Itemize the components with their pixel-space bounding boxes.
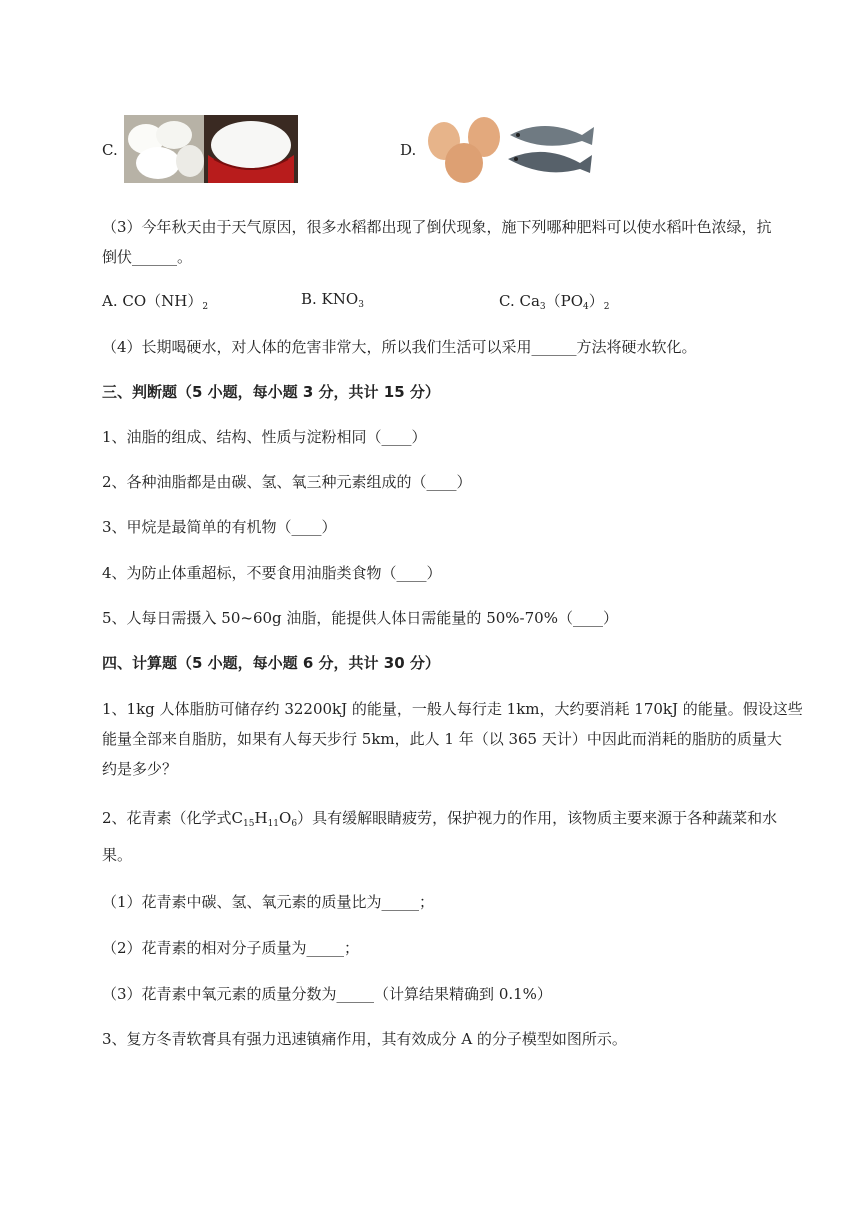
option-d-label: D. xyxy=(400,141,417,159)
q3-text-line2: 倒伏______。 xyxy=(102,248,193,266)
calc-q1-line1: 1、1kg 人体脂肪可储存约 32200kJ 的能量，一般人每行走 1km，大约要消耗 170kJ 的能量。假设这些 xyxy=(102,700,803,718)
eggs-image xyxy=(422,113,504,185)
calc-q2-line2: 果。 xyxy=(102,846,133,864)
calc-q1-line2: 能量全部来自脂肪，如果有人每天步行 5km，此人 1 年（以 365 天计）中因此而消耗的脂肪的质量大 xyxy=(102,730,782,748)
section4-title: 四、计算题（5 小题，每小题 6 分，共计 30 分） xyxy=(102,654,440,672)
calc-q2-sub2: （2）花青素的相对分子质量为_____； xyxy=(102,939,360,957)
section3-title: 三、判断题（5 小题，每小题 3 分，共计 15 分） xyxy=(102,383,440,401)
q3-option-c: C. $Ca_3(PO_4)_2$ xyxy=(499,292,610,312)
fish-image xyxy=(504,115,596,183)
option-c-label: C. xyxy=(102,141,118,159)
calc-q2-sub3: （3）花青素中氧元素的质量分数为_____（计算结果精确到 0.1%） xyxy=(102,985,552,1003)
steamed-bun-image xyxy=(124,115,204,183)
q3-option-a: A. $CO(NH)_2$ xyxy=(102,292,209,312)
q4-text: （4）长期喝硬水，对人体的危害非常大，所以我们生活可以采用______方法将硬水软化。 xyxy=(102,338,697,356)
list-item: 1、油脂的组成、结构、性质与淀粉相同（____） xyxy=(102,428,427,446)
rice-bowl-image xyxy=(204,115,298,183)
list-item: 3、甲烷是最简单的有机物（____） xyxy=(102,518,337,536)
calc-q2-sub1: （1）花青素中碳、氢、氧元素的质量比为_____； xyxy=(102,893,435,911)
calc-q3-text: 3、复方冬青软膏具有强力迅速镇痛作用，其有效成分 A 的分子模型如图所示。 xyxy=(102,1030,627,1048)
q3-option-b: B. $KNO_3$ xyxy=(301,290,364,310)
calc-q2-line1: 2、花青素（化学式$C_{15}H_{11}O_6$）具有缓解眼睛疲劳，保护视力的作用，该物质主要来源于各种蔬菜和水 xyxy=(102,809,778,829)
list-item: 2、各种油脂都是由碳、氢、氧三种元素组成的（____） xyxy=(102,473,472,491)
list-item: 4、为防止体重超标，不要食用油脂类食物（____） xyxy=(102,564,442,582)
q3-text-line1: （3）今年秋天由于天气原因，很多水稻都出现了倒伏现象，施下列哪种肥料可以使水稻叶色浓绿，抗 xyxy=(102,218,772,236)
list-item: 5、人每日需摄入 50~60g 油脂，能提供人体日需能量的 50%-70%（____） xyxy=(102,609,618,627)
calc-q1-line3: 约是多少？ xyxy=(102,760,178,778)
